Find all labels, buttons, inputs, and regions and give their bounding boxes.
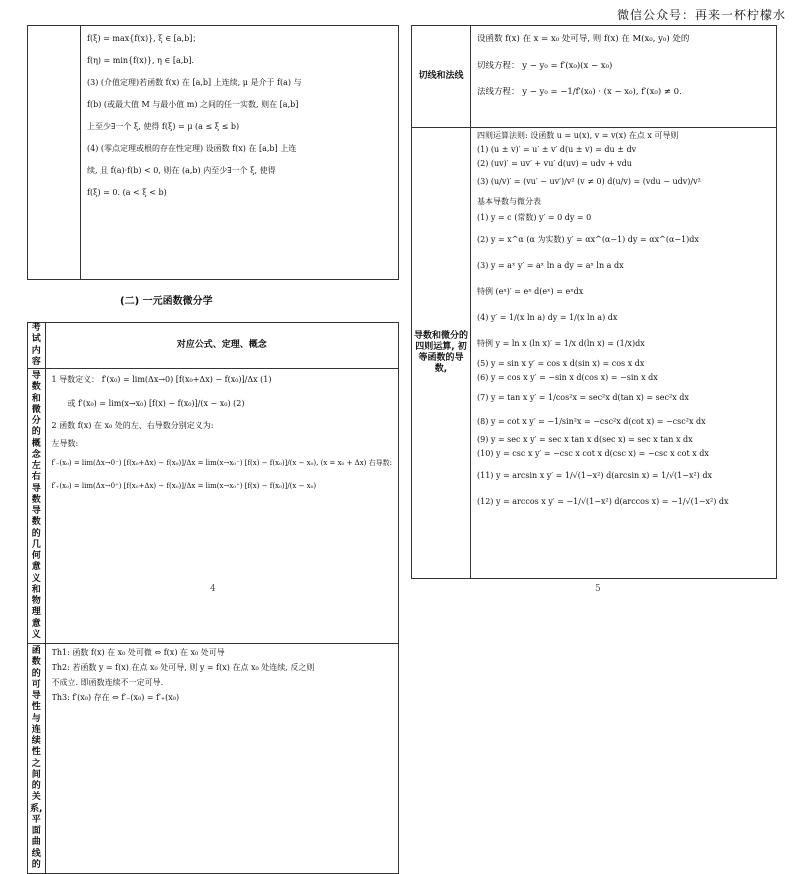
- basic-3-special: 特例 (eˣ)′ = eˣ d(eˣ) = eˣdx: [477, 287, 584, 296]
- zero-line-3: f(ξ) = 0. (a < ξ < b): [87, 188, 167, 197]
- rule-2: (2) (uv)′ = uv′ + vu′ d(uv) = udv + vdu: [477, 159, 632, 168]
- col-header-content: 考试内容: [28, 323, 46, 369]
- rule-3: (3) (u/v)′ = (vu′ − uv′)/v² (v ≠ 0) d(u/v) = (vdu − udv)/v²: [477, 177, 701, 186]
- tangent-eq-line: 切线方程： y − y₀ = f′(x₀)(x − x₀): [477, 60, 613, 71]
- basic-6: (6) y = cos x y′ = −sin x d(cos x) = −sin x dx: [477, 373, 658, 382]
- col-header-formulas: 对应公式、定理、概念: [45, 323, 398, 369]
- def-line-2: 或 f′(x₀) = lim(x→x₀) [f(x) − f(x₀)]/(x − x₀) (2): [67, 399, 245, 408]
- th2-line: Th2: 若函数 y = f(x) 在点 x₀ 处可导, 则 y = f(x) 在点 x₀ 处连续, 反之则: [51, 663, 315, 672]
- ivt-line-2: f(b) (或最大值 M 与最小值 m) 之间的任一实数, 则在 [a,b]: [87, 100, 299, 109]
- basic-4-special: 特例 y = ln x (ln x)′ = 1/x d(ln x) = (1/x)dx: [477, 339, 645, 348]
- def-line-1: 1 导数定义： f′(x₀) = lim(Δx→0) [f(x₀+Δx) − f(x₀)]/Δx (1): [51, 375, 272, 384]
- tangent-normal-cell: [471, 26, 777, 128]
- th1-line: Th1: 函数 f(x) 在 x₀ 处可微 ⇔ f(x) 在 x₀ 处可导: [51, 648, 225, 657]
- basic-4: (4) y′ = 1/(x ln a) dy = 1/(x ln a) dx: [477, 313, 618, 322]
- zero-line-1: (4) (零点定理或根的存在性定理) 设函数 f(x) 在 [a,b] 上连: [87, 144, 297, 153]
- basic-table-title: 基本导数与微分表: [477, 197, 541, 206]
- basic-10: (10) y = csc x y′ = −csc x cot x d(csc x) = −csc x cot x dx: [477, 449, 709, 458]
- th3-line: Th3: f′(x₀) 存在 ⇔ f′₋(x₀) = f′₊(x₀): [51, 693, 180, 702]
- th2-cont-line: 不成立. 即函数连续不一定可导.: [51, 678, 164, 687]
- ivt-line-1: (3) (介值定理)若函数 f(x) 在 [a,b] 上连续, μ 是介于 f(a) 与: [87, 78, 302, 87]
- basic-3: (3) y = aˣ y′ = aˣ ln a dy = aˣ ln a dx: [477, 261, 624, 270]
- row-label-derivative-concept: 导数和微分的概念左右导数导数的几何意义和物理意义: [28, 369, 46, 644]
- page-number-left: 4: [210, 584, 216, 594]
- basic-2: (2) y = x^α (α 为实数) y′ = αx^(α−1) dy = αx^(α−1)dx: [477, 235, 699, 244]
- basic-12: (12) y = arccos x y′ = −1/√(1−x²) d(arccos x) = −1/√(1−x²) dx: [477, 497, 729, 506]
- page-header: 微信公众号：再来一杯柠檬水: [616, 8, 786, 22]
- basic-11: (11) y = arcsin x y′ = 1/√(1−x²) d(arcsin x) = 1/√(1−x²) dx: [477, 471, 712, 480]
- row-label-differentiability: 函数的可导性与连续性之间的关系, 平面曲线的: [28, 644, 46, 874]
- section-title: (二) 一元函数微分学: [120, 296, 213, 307]
- rules-intro: 四则运算法则: 设函数 u = u(x), v = v(x) 在点 x 可导则: [477, 131, 679, 140]
- left-main-table: [27, 322, 399, 874]
- basic-1: (1) y = c (常数) y′ = 0 dy = 0: [477, 213, 592, 222]
- max-line: f(ξ) = max{f(x)}, ξ ∈ [a,b]；: [87, 34, 201, 43]
- left-top-empty-cell: [28, 26, 81, 280]
- basic-5: (5) y = sin x y′ = cos x d(sin x) = cos x dx: [477, 359, 645, 368]
- derivative-table-cell: [471, 128, 777, 579]
- def-line-4: 左导数:: [51, 439, 79, 448]
- basic-8: (8) y = cot x y′ = −1/sin²x = −csc²x d(cot x) = −csc²x dx: [477, 417, 706, 426]
- zero-line-2: 续, 且 f(a)·f(b) < 0, 则在 (a,b) 内至少∃一个 ξ, 使得: [87, 166, 276, 175]
- def-line-3: 2 函数 f(x) 在 x₀ 处的左、右导数分别定义为:: [51, 421, 214, 430]
- rule-1: (1) (u ± v)′ = u′ ± v′ d(u ± v) = du ± dv: [477, 145, 637, 154]
- ivt-line-3: 上至少∃一个 ξ, 使得 f(ξ) = μ (a ≤ ξ ≤ b): [87, 122, 240, 131]
- differentiability-cell: [45, 644, 398, 874]
- derivative-definition-cell: [45, 369, 398, 644]
- row-label-tangent-normal: 切线和法线: [412, 26, 471, 128]
- left-top-content: [81, 26, 399, 280]
- right-main-table: [411, 25, 777, 579]
- basic-9: (9) y = sec x y′ = sec x tan x d(sec x) = sec x tan x dx: [477, 435, 693, 444]
- left-top-table: [27, 25, 399, 280]
- page-number-right: 5: [595, 584, 601, 594]
- basic-7: (7) y = tan x y′ = 1/cos²x = sec²x d(tan x) = sec²x dx: [477, 393, 689, 402]
- def-line-6: f′₊(x₀) = lim(Δx→0⁺) [f(x₀+Δx) − f(x₀)]/Δx = lim(x→x₀⁺) [f(x) − f(x₀)]/(x − x₀): [51, 481, 317, 490]
- tangent-intro-line: 设函数 f(x) 在 x = x₀ 处可导, 则 f(x) 在 M(x₀, y₀) 处的: [477, 34, 690, 44]
- def-line-5: f′₋(x₀) = lim(Δx→0⁻) [f(x₀+Δx) − f(x₀)]/Δx = lim(x→x₀⁻) [f(x) − f(x₀)]/(x − x₀), (x = x₀ + Δx) 右导数:: [51, 459, 392, 467]
- normal-eq-line: 法线方程： y − y₀ = −1/f′(x₀) · (x − x₀), f′(x₀) ≠ 0.: [477, 87, 682, 98]
- min-line: f(η) = min{f(x)}, η ∈ [a,b]．: [87, 56, 200, 65]
- row-label-arithmetic-rules: 导数和微分的四则运算, 初等函数的导数,: [412, 128, 471, 579]
